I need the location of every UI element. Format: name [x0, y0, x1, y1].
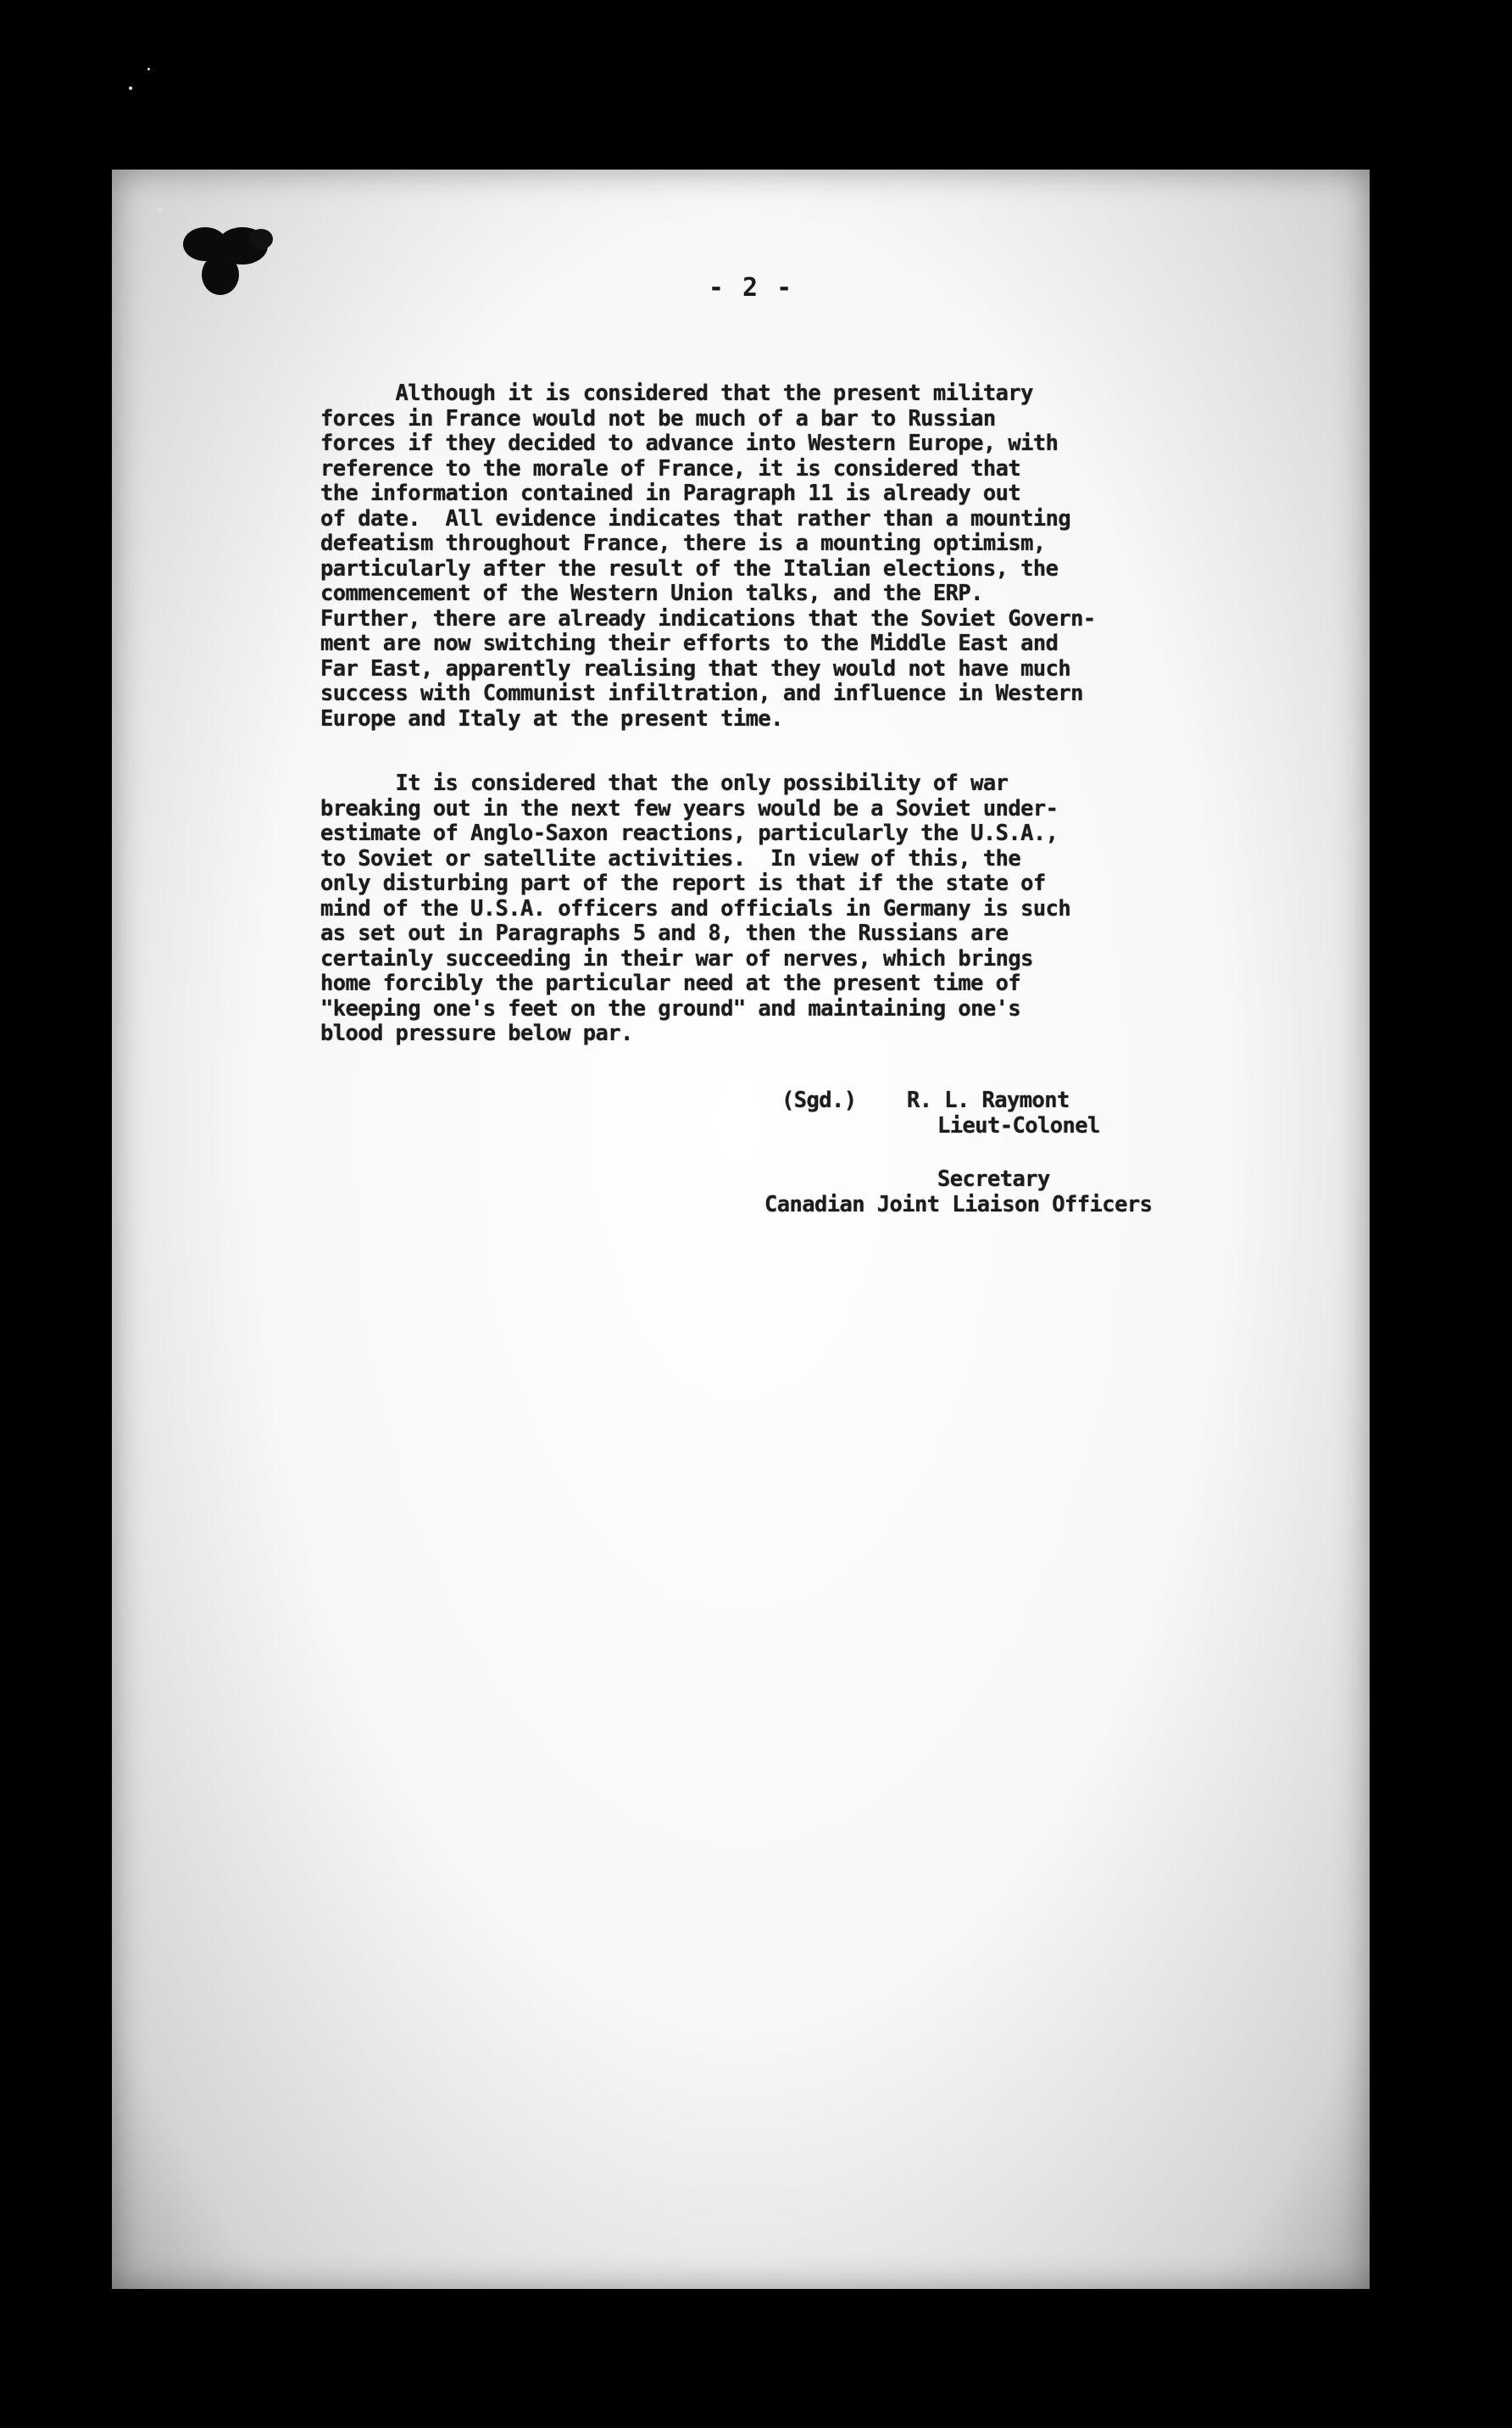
text-line: commencement of the Western Union talks, and the ERP.	[320, 581, 983, 606]
text-line: mind of the U.S.A. officers and officials in Germany is such	[320, 895, 1071, 922]
paragraph-2	[320, 771, 1295, 1047]
text-line: "keeping one's feet on the ground" and maintaining one's	[320, 995, 1021, 1022]
text-line: defeatism throughout France, there is a mounting optimism,	[320, 531, 1046, 556]
ink-blot	[180, 222, 281, 300]
text-line: breaking out in the next few years would be a Soviet under-	[320, 795, 1059, 821]
text-line: Far East, apparently realising that they would not have much	[320, 655, 1071, 682]
text-line: to Soviet or satellite activities. In view of this, the	[320, 845, 1021, 872]
text-line: as set out in Paragraphs 5 and 8, then the Russians are	[320, 921, 1009, 946]
text-line: certainly succeeding in their war of nerves, which brings	[320, 945, 1033, 972]
sgd-label: (Sgd.)	[781, 1088, 857, 1113]
text-line: Although it is considered that the present military	[320, 381, 1033, 406]
text-line: Europe and Italy at the present time.	[320, 705, 783, 732]
text-line: estimate of Anglo-Saxon reactions, particularly the U.S.A.,	[320, 821, 1059, 846]
text-line: It is considered that the only possibility of war	[320, 771, 1009, 796]
signatory-title: Secretary	[937, 1167, 1050, 1192]
text-line: reference to the morale of France, it is considered that	[320, 455, 1021, 482]
text-line: ment are now switching their efforts to the Middle East and	[320, 631, 1059, 656]
signatory-organization: Canadian Joint Liaison Officers	[764, 1192, 1153, 1217]
text-line: success with Communist infiltration, and influence in Western	[320, 681, 1083, 706]
text-line: forces if they decided to advance into Western Europe, with	[320, 431, 1059, 456]
text-line: forces in France would not be much of a bar to Russian	[320, 405, 996, 432]
page-number: - 2 -	[708, 273, 794, 303]
text-line: of date. All evidence indicates that rather than a mounting	[320, 505, 1071, 532]
text-line: only disturbing part of the report is that if the state of	[320, 871, 1046, 896]
speck-mark	[129, 86, 132, 90]
text-line: particularly after the result of the Italian elections, the	[320, 555, 1059, 582]
text-line: home forcibly the particular need at the present time of	[320, 971, 1021, 996]
signatory-rank: Lieut-Colonel	[937, 1113, 1100, 1139]
text-line: Further, there are already indications that the Soviet Govern-	[320, 605, 1096, 632]
speck-mark	[147, 68, 150, 70]
text-line: blood pressure below par.	[320, 1021, 633, 1046]
signatory-name: R. L. Raymont	[907, 1088, 1070, 1113]
text-line: the information contained in Paragraph 11 is already out	[320, 481, 1021, 506]
speck-mark	[158, 207, 163, 212]
paragraph-1	[320, 381, 1295, 732]
